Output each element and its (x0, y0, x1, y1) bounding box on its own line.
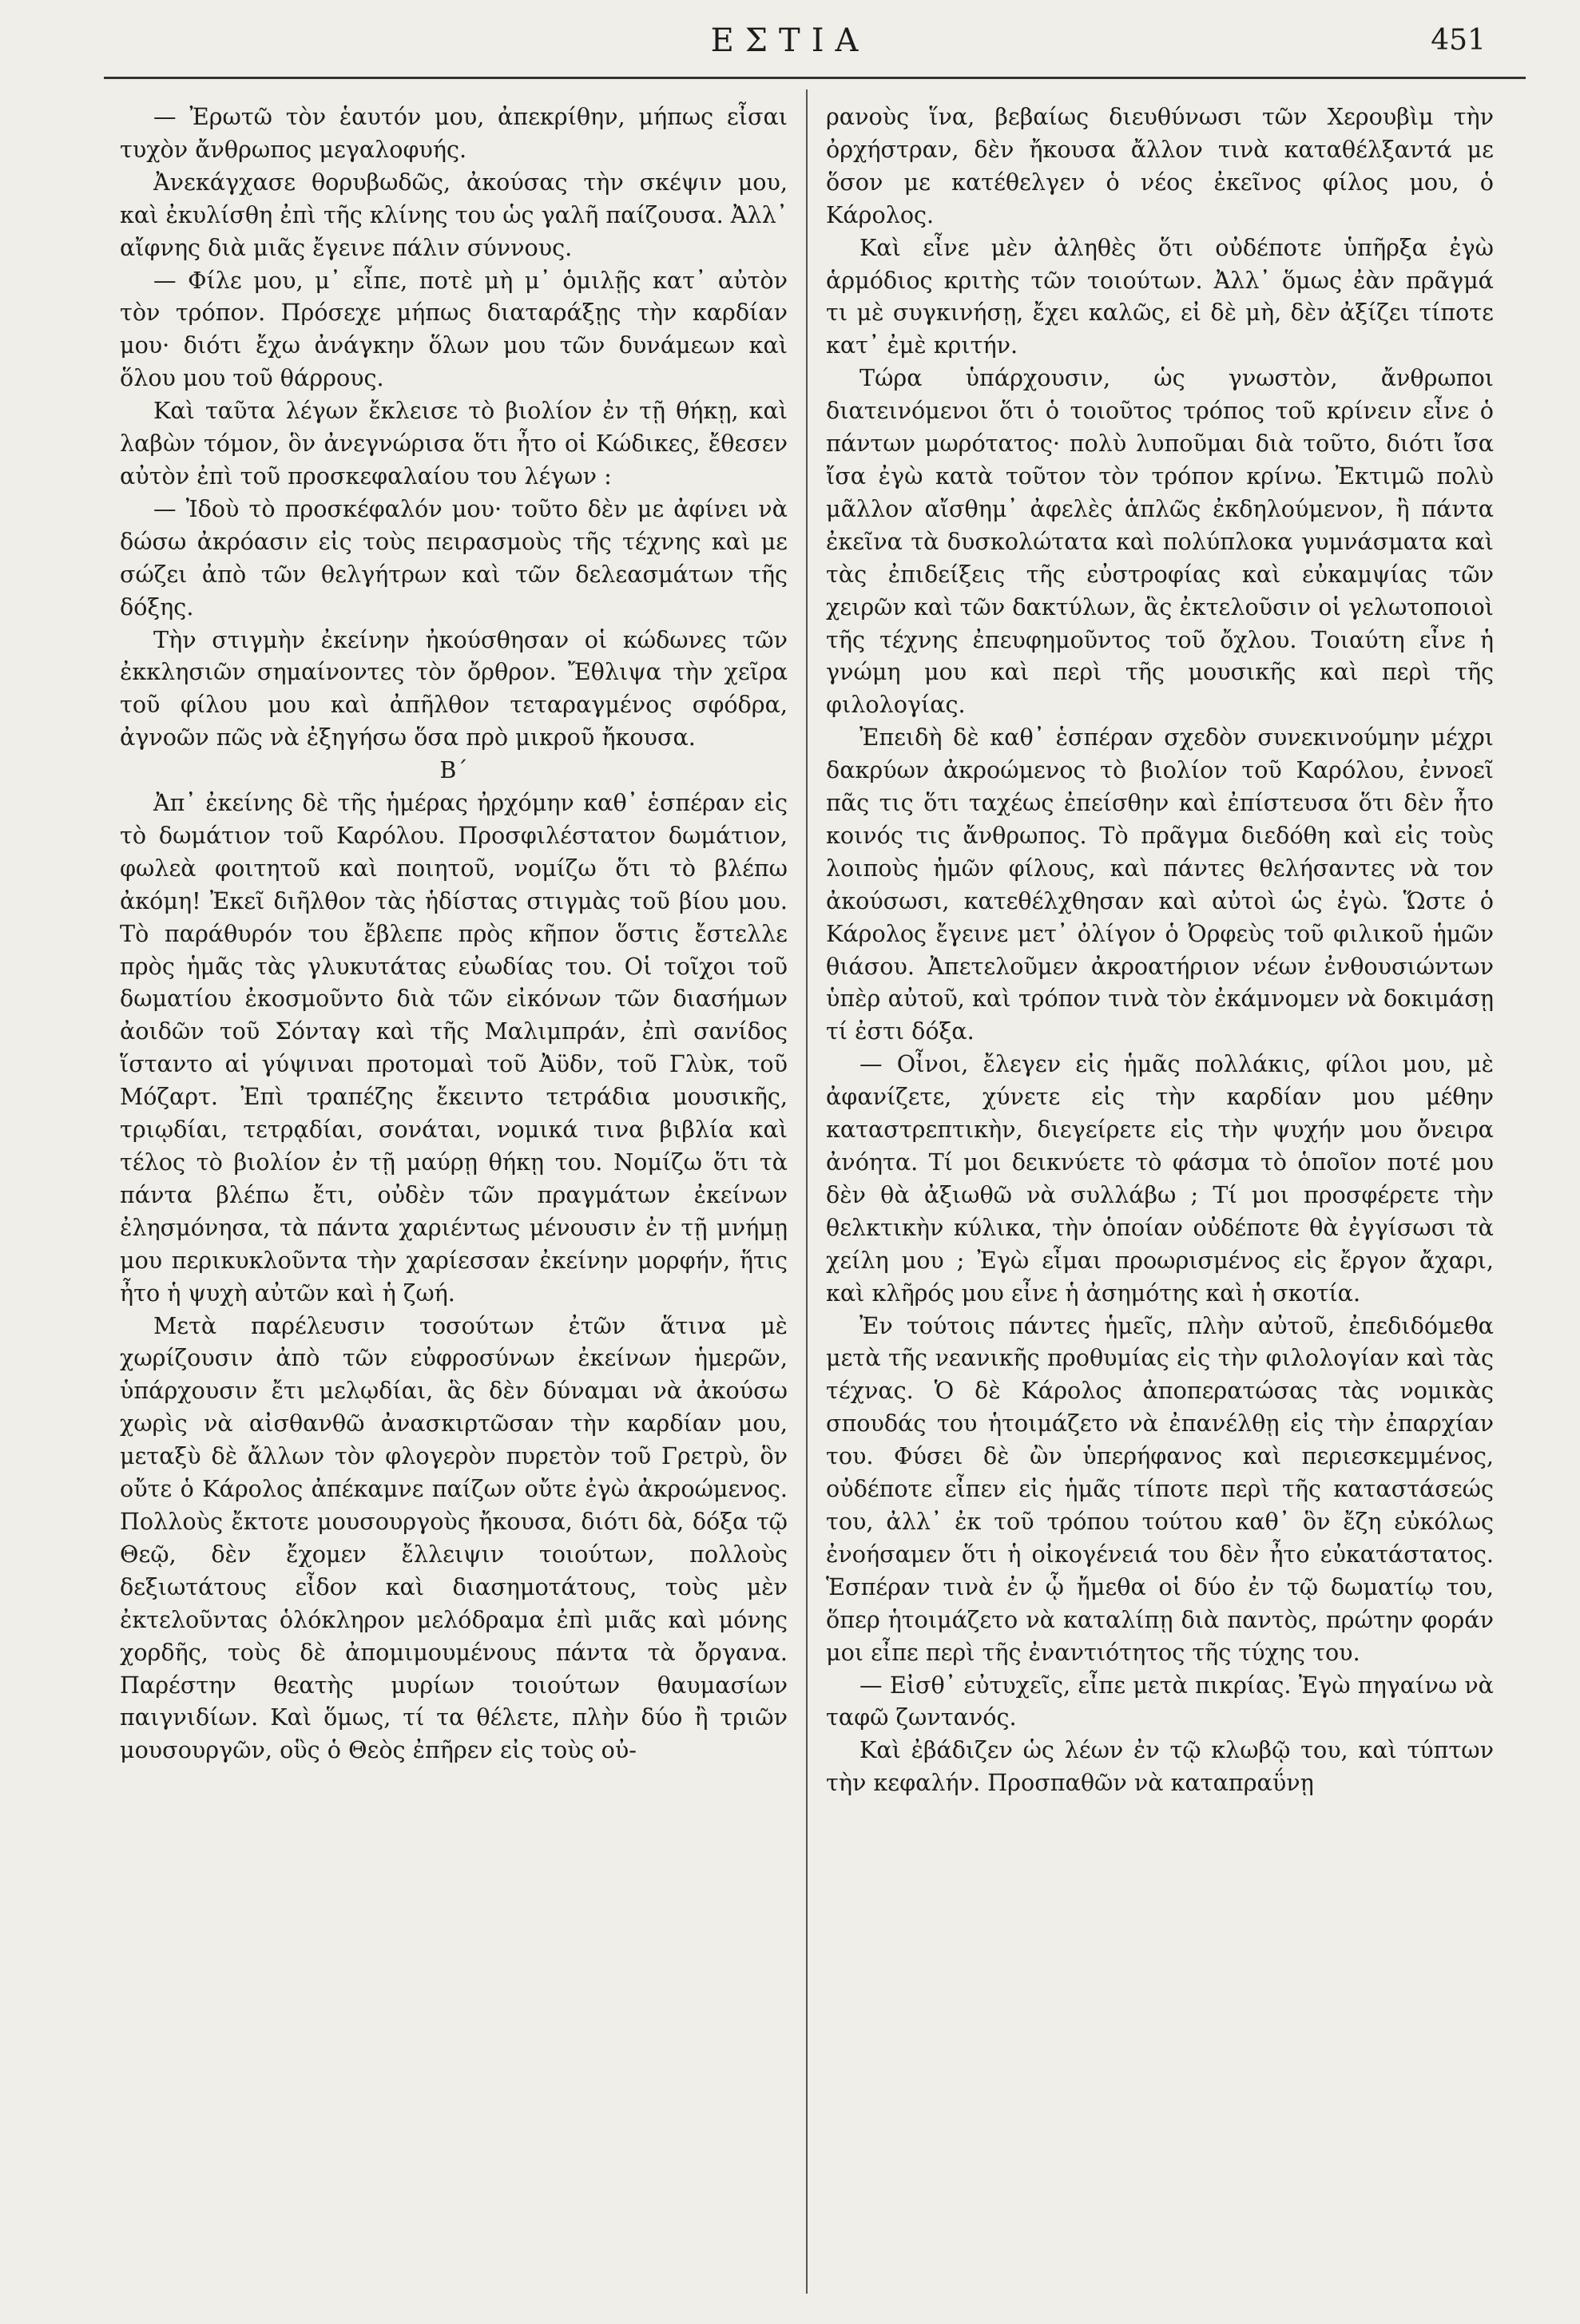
paragraph: — Ἐρωτῶ τὸν ἑαυτόν μου, ἀπεκρίθην, μήπως εἶσαι τυχὸν ἄνθρωπος μεγαλοφυής. (120, 103, 788, 163)
header-rule (104, 77, 1526, 79)
paragraph: Ἀπ᾽ ἐκείνης δὲ τῆς ἡμέρας ἠρχόμην καθ᾽ ἑσπέραν εἰς τὸ δωμάτιον τοῦ Καρόλου. Προσφιλέστατον δωμάτιον, φωλεὰ φοιτητοῦ καὶ ποιητοῦ, νομίζω ὅτι τὸ βλέπω ἀκόμη! Ἐκεῖ διῆλθον τὰς ἡδίστας στιγμὰς τοῦ βίου μου. Τὸ παράθυρόν του ἔβλεπε πρὸς κῆπον ὅστις ἔστελλε πρὸς ἡμᾶς τὰς γλυκυτάτας εὐωδίας του. Οἱ τοῖχοι τοῦ δωματίου ἐκοσμοῦντο διὰ τῶν εἰκόνων τῶν διασήμων ἀοιδῶν τοῦ Σόνταγ καὶ τῆς Μαλιμπράν, ἐπὶ σανίδος ἵσταντο αἱ γύψιναι προτομαὶ τοῦ Ἀϋδν, τοῦ Γλὺκ, τοῦ Μόζαρτ. Ἐπὶ τραπέζης ἔκειντο τετράδια μουσικῆς, τριῳδίαι, τετρᾳδίαι, σονάται, νομικά τινα βιβλία καὶ τέλος τὸ βιολίον ἐν τῇ μαύρῃ θήκῃ του. Νομίζω ὅτι τὰ πάντα βλέπω ἔτι, οὐδὲν τῶν πραγμάτων ἐκείνων ἐλησμόνησα, τὰ πάντα χαριέντως μένουσιν ἐν τῇ μνήμῃ μου περικυκλοῦντα τὴν χαρίεσσαν ἐκείνην μορφήν, ἥτις ἦτο ἡ ψυχὴ αὐτῶν καὶ ἡ ζωή. (120, 789, 788, 1307)
paragraph: Μετὰ παρέλευσιν τοσούτων ἐτῶν ἅτινα μὲ χωρίζουσιν ἀπὸ τῶν εὐφροσύνων ἐκείνων ἡμερῶν, ὑπάρχουσιν ἔτι μελῳδίαι, ἃς δὲν δύναμαι νὰ ἀκούσω χωρὶς νὰ αἰσθανθῶ ἀνασκιρτῶσαν τὴν καρδίαν μου, μεταξὺ δὲ ἄλλων τὸν φλογερὸν πυρετὸν τοῦ Γρετρὺ, ὃν οὔτε ὁ Κάρολος ἀπέκαμνε παίζων οὔτε ἐγὼ ἀκροώμενος. Πολλοὺς ἔκτοτε μουσουργοὺς ἤκουσα, διότι δὰ, δόξα τῷ Θεῷ, δὲν ἔχομεν ἔλλειψιν τοιούτων, πολλοὺς δεξιωτάτους εἶδον καὶ διασημοτάτους, τοὺς μὲν ἐκτελοῦντας ὁλόκληρον μελόδραμα ἐπὶ μιᾶς καὶ μόνης χορδῆς, τοὺς δὲ ἀπομιμουμένους πάντα τὰ ὄργανα. Παρέστην θεατὴς μυρίων τοιούτων θαυμασίων παιγνιδίων. Καὶ ὅμως, τί τα θέλετε, πλὴν δύο ἢ τριῶν μουσουργῶν, οὓς ὁ Θεὸς ἐπῆρεν εἰς τοὺς οὐ- (120, 1311, 788, 1764)
page-header-title: ΕΣΤΙΑ (710, 22, 870, 59)
paragraph: — Ἰδοὺ τὸ προσκέφαλόν μου· τοῦτο δὲν με ἀφίνει νὰ δώσω ἀκρόασιν εἰς τοὺς πειρασμοὺς τῆς τέχνης καὶ με σώζει ἀπὸ τῶν θελγήτρων καὶ τῶν δελεασμάτων τῆς δόξης. (120, 494, 788, 621)
paragraph: Καὶ ἐβάδιζεν ὡς λέων ἐν τῷ κλωβῷ του, καὶ τύπτων τὴν κεφαλήν. Προσπαθῶν νὰ καταπραΰνῃ (826, 1736, 1494, 1797)
paragraph: Καὶ εἶνε μὲν ἀληθὲς ὅτι οὐδέποτε ὑπῆρξα ἐγὼ ἁρμόδιος κριτὴς τῶν τοιούτων. Ἀλλ᾽ ὅμως ἐὰν πρᾶγμά τι μὲ συγκινήσῃ, ἔχει καλῶς, εἰ δὲ μὴ, δὲν ἀξίζει τίποτε κατ᾽ ἐμὲ κριτήν. (826, 233, 1494, 359)
page-number: 451 (1431, 24, 1486, 57)
paragraph: Τώρα ὑπάρχουσιν, ὡς γνωστὸν, ἄνθρωποι διατεινόμενοι ὅτι ὁ τοιοῦτος τρόπος τοῦ κρίνειν εἶνε ὁ πάντων μωρότατος· πολὺ λυποῦμαι διὰ τοῦτο, διότι ἴσα ἴσα ἐγὼ κατὰ τοῦτον τὸν τρόπον κρίνω. Ἐκτιμῶ πολὺ μᾶλλον αἴσθημ᾽ ἀφελὲς ἁπλῶς ἐκδηλούμενον, ἢ πάντα ἐκεῖνα τὰ δυσκολώτατα καὶ πολύπλοκα γυμνάσματα καὶ τὰς ἐπιδείξεις τῆς εὐστροφίας καὶ εὐκαμψίας τῶν χειρῶν καὶ τῶν δακτύλων, ἃς ἐκτελοῦσιν οἱ γελωτοποιοὶ τῆς τέχνης ἐπευφημοῦντος τοῦ ὄχλου. Τοιαύτη εἶνε ἡ γνώμη μου καὶ περὶ τῆς μουσικῆς καὶ περὶ τῆς φιλολογίας. (826, 364, 1494, 719)
paragraph: Ἐν τούτοις πάντες ἡμεῖς, πλὴν αὐτοῦ, ἐπεδιδόμεθα μετὰ τῆς νεανικῆς προθυμίας εἰς τὴν φιλολογίαν καὶ τὰς τέχνας. Ὁ δὲ Κάρολος ἀποπερατώσας τὰς νομικὰς σπουδάς του ἡτοιμάζετο νὰ ἐπανέλθῃ εἰς τὴν ἐπαρχίαν του. Φύσει δὲ ὢν ὑπερήφανος καὶ περιεσκεμμένος, οὐδέποτε εἶπεν εἰς ἡμᾶς τίποτε περὶ τῆς καταστάσεώς του, ἀλλ᾽ ἐκ τοῦ τρόπου τούτου καθ᾽ ὃν ἔζη εὐκόλως ἐνοήσαμεν ὅτι ἡ οἰκογένειά του δὲν ἦτο εὐκατάστατος. Ἑσπέραν τινὰ ἐν ᾧ ἤμεθα οἱ δύο ἐν τῷ δωματίῳ του, ὅπερ ἡτοιμάζετο νὰ καταλίπῃ διὰ παντὸς, πρώτην φοράν μοι εἶπε περὶ τῆς ἐναντιότητος τῆς τύχης του. (826, 1311, 1494, 1666)
section-heading: Β΄ (439, 756, 468, 784)
left-column (120, 101, 788, 2301)
paragraph: — Οἶνοι, ἔλεγεν εἰς ἡμᾶς πολλάκις, φίλοι μου, μὲ ἀφανίζετε, χύνετε εἰς τὴν καρδίαν μου μέθην καταστρεπτικὴν, διεγείρετε εἰς τὴν ψυχήν μου ὄνειρα ἀνόητα. Τί μοι δεικνύετε τὸ φάσμα τὸ ὁποῖον ποτέ μου δὲν θὰ ἀξιωθῶ νὰ συλλάβω ; Τί μοι προσφέρετε τὴν θελκτικὴν κύλικα, τὴν ὁποίαν οὐδέποτε θὰ ἐγγίσωσι τὰ χείλη μου ; Ἐγὼ εἶμαι προωρισμένος εἰς ἔργον ἄχαρι, καὶ κλῆρός μου εἶνε ἡ ἀσημότης καὶ ἡ σκοτία. (826, 1050, 1494, 1307)
paragraph: Ἐπειδὴ δὲ καθ᾽ ἑσπέραν σχεδὸν συνεκινούμην μέχρι δακρύων ἀκροώμενος τὸ βιολίον τοῦ Καρόλου, ἐννοεῖ πᾶς τις ὅτι ταχέως ἐπείσθην καὶ ἐπίστευσα ὅτι δὲν ἦτο κοινός τις ἄνθρωπος. Τὸ πρᾶγμα διεδόθη καὶ εἰς τοὺς λοιποὺς ἡμῶν φίλους, καὶ πάντες θελήσαντες νὰ τον ἀκούσωσι, κατεθέλχθησαν καὶ αὐτοὶ ὡς ἐγὼ. Ὥστε ὁ Κάρολος ἔγεινε μετ᾽ ὀλίγον ὁ Ὀρφεὺς τοῦ φιλικοῦ ἡμῶν θιάσου. Ἀπετελοῦμεν ἀκροατήριον νέων ἐνθουσιώντων ὑπὲρ αὐτοῦ, καὶ τρόπον τινὰ τὸν ἐκάμνομεν νὰ δοκιμάσῃ τί ἐστι δόξα. (826, 724, 1494, 1045)
paragraph: Ἀνεκάγχασε θορυβωδῶς, ἀκούσας τὴν σκέψιν μου, καὶ ἐκυλίσθη ἐπὶ τῆς κλίνης του ὡς γαλῆ παίζουσα. Ἀλλ᾽ αἴφνης διὰ μιᾶς ἔγεινε πάλιν σύννους. (120, 168, 788, 261)
right-column (826, 101, 1494, 2301)
paragraph: — Φίλε μου, μ᾽ εἶπε, ποτὲ μὴ μ᾽ ὁμιλῇς κατ᾽ αὐτὸν τὸν τρόπον. Πρόσεχε μήπως διαταράξῃς τὴν καρδίαν μου· διότι ἔχω ἀνάγκην ὅλων μου τῶν δυνάμεων καὶ ὅλου μου τοῦ θάρρους. (120, 266, 788, 392)
paragraph: — Εἰσθ᾽ εὐτυχεῖς, εἶπε μετὰ πικρίας. Ἐγὼ πηγαίνω νὰ ταφῶ ζωντανός. (826, 1671, 1494, 1731)
paragraph: Καὶ ταῦτα λέγων ἔκλεισε τὸ βιολίον ἐν τῇ θήκῃ, καὶ λαβὼν τόμον, ὃν ἀνεγνώρισα ὅτι ἦτο οἱ Κώδικες, ἔθεσεν αὐτὸν ἐπὶ τοῦ προσκεφαλαίου του λέγων : (120, 397, 788, 490)
column-divider (806, 89, 808, 2294)
paragraph: ρανοὺς ἵνα, βεβαίως διευθύνωσι τῶν Χερουβὶμ τὴν ὀρχήστραν, δὲν ἤκουσα ἄλλον τινὰ καταθέλξαντά με ὅσον με κατέθελγεν ὁ νέος ἐκεῖνος φίλος μου, ὁ Κάρολος. (826, 103, 1494, 228)
paragraph: Τὴν στιγμὴν ἐκείνην ἠκούσθησαν οἱ κώδωνες τῶν ἐκκλησιῶν σημαίνοντες τὸν ὄρθρον. Ἔθλιψα τὴν χεῖρα τοῦ φίλου μου καὶ ἀπῆλθον τεταραγμένος σφόδρα, ἀγνοῶν πῶς νὰ ἐξηγήσω ὅσα πρὸ μικροῦ ἤκουσα. (120, 625, 788, 752)
